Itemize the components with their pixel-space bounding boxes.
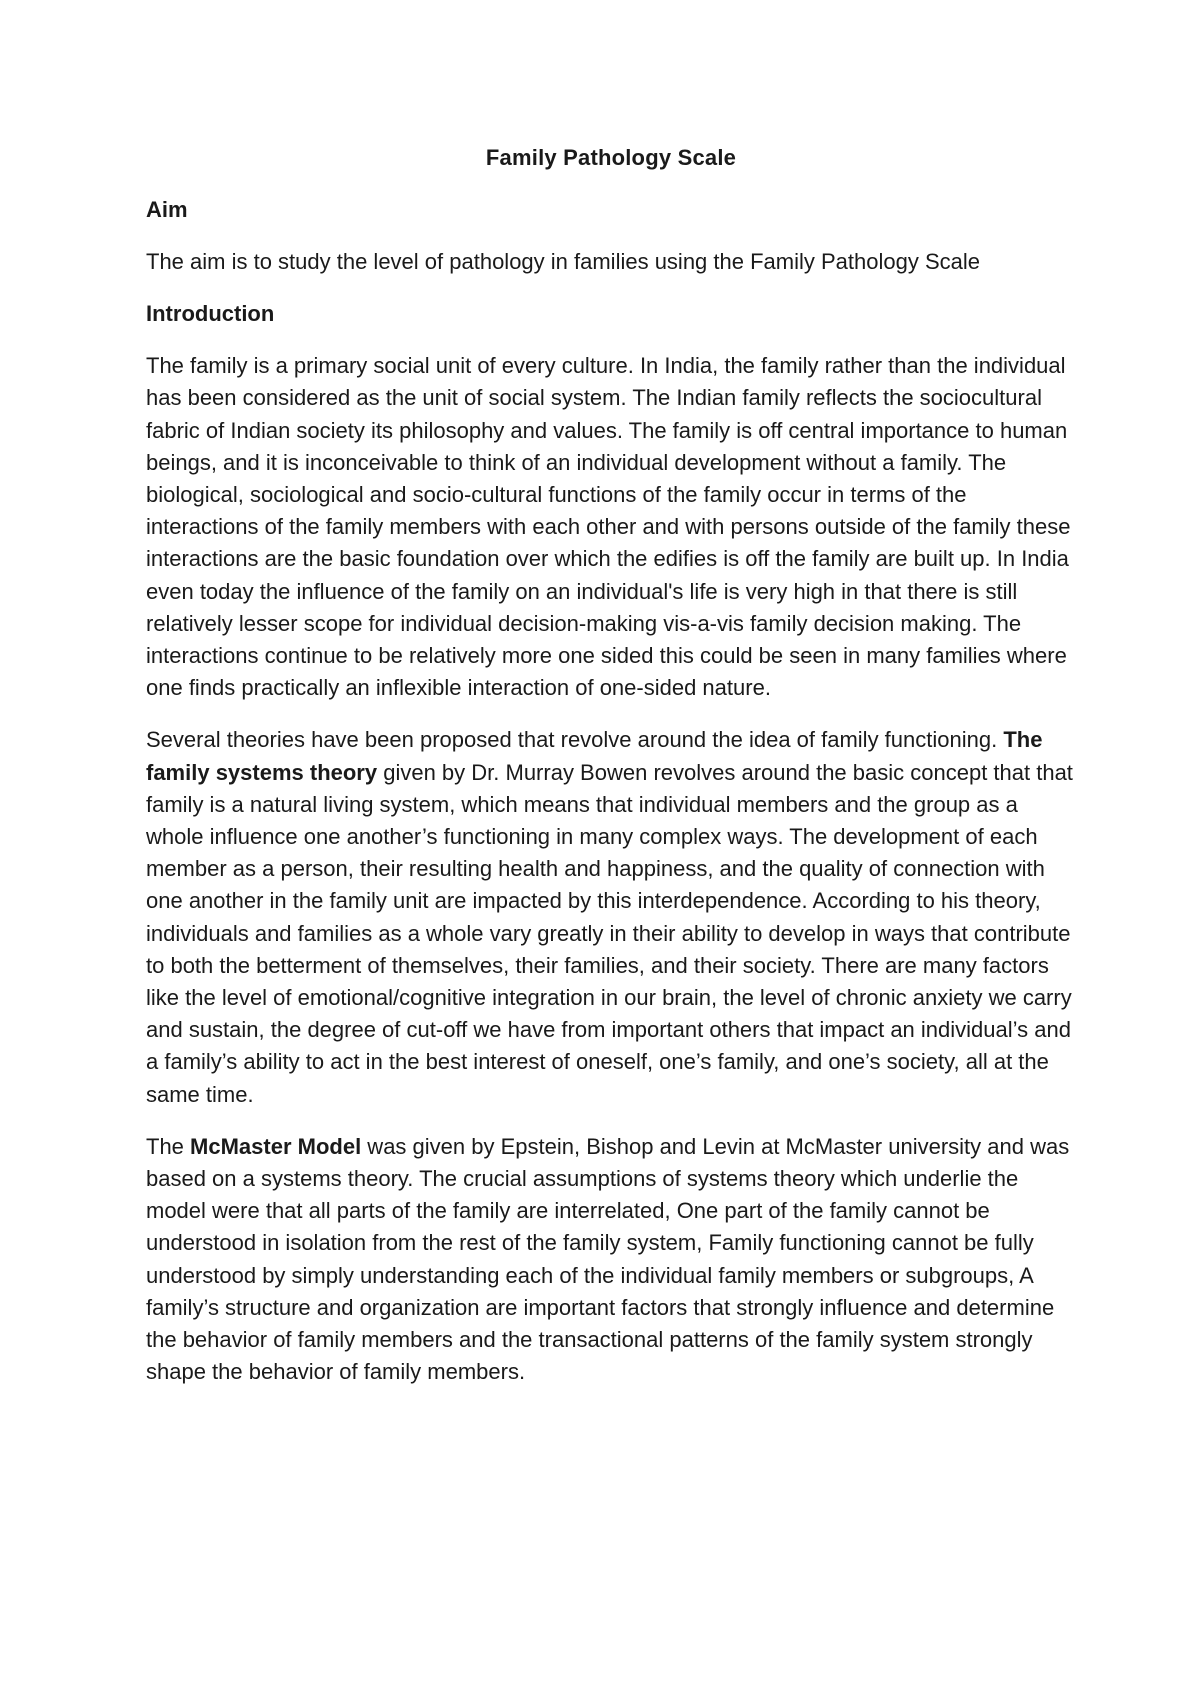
paragraph-3-text-before: The [146,1133,191,1159]
family-systems-theory-term: The family systems theory [146,727,1043,785]
paragraph-3-text-after: was given by Epstein, Bishop and Levin at McMaster university and was based on a systems theory. The crucial assumptions of systems theory which underlie the model were that all parts of the family are interrelated, One part of the family cannot be understood in isolation from the rest of the family system, Family functioning cannot be fully understood by simply understanding each of the individual family members or subgroups, A family’s structure and organization are important factors that strongly influence and determine the behavior of family members and the transactional patterns of the family system strongly shape the behavior of family members. [146,1133,1070,1385]
document-title: Family Pathology Scale [485,145,737,170]
document-page [146,142,1076,1409]
introduction-paragraph-2 [146,724,1076,1110]
introduction-paragraph-1: The family is a primary social unit of every culture. In India, the family rather than the individual has been considered as the unit of social system. The Indian family reflects the sociocultural fabric of Indian society its philosophy and values. The family is off central importance to human beings, and it is inconceivable to think of an individual development without a family. The biological, sociological and socio-cultural functions of the family occur in terms of the interactions of the family members with each other and with persons outside of the family these interactions are the basic foundation over which the edifies is off the family are built up. In India even today the influence of the family on an individual's life is very high in that there is still relatively lesser scope for individual decision-making vis-a-vis family decision making. The interactions continue to be relatively more one sided this could be seen in many families where one finds practically an inflexible interaction of one-sided nature. [146,353,1071,701]
aim-text: The aim is to study the level of pathology in families using the Family Pathology Scale [146,249,980,274]
mcmaster-model-term: McMaster Model [190,1133,362,1159]
aim-heading: Aim [146,197,188,222]
paragraph-2-text-before: Several theories have been proposed that revolve around the idea of family functioning. [146,727,1004,753]
paragraph-2-text-after: given by Dr. Murray Bowen revolves around the basic concept that that family is a natural living system, which means that individual members and the group as a whole influence one another’s functioning in many complex ways. The development of each member as a person, their resulting health and happiness, and the quality of connection with one another in the family unit are impacted by this interdependence. According to his theory, individuals and families as a whole vary greatly in their ability to develop in ways that contribute to both the betterment of themselves, their families, and their society. There are many factors like the level of emotional/cognitive integration in our brain, the level of chronic anxiety we carry and sustain, the degree of cut-off we have from important others that impact an individual’s and a family’s ability to act in the best interest of oneself, one’s family, and one’s society, all at the same time. [146,759,1073,1107]
introduction-heading: Introduction [146,301,275,327]
introduction-paragraph-3 [146,1131,1076,1389]
